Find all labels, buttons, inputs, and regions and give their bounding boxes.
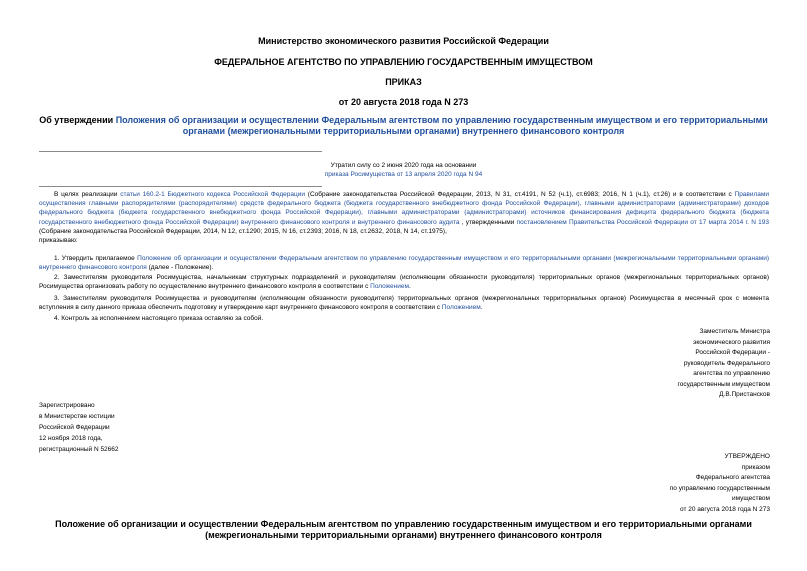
order-title [30,115,777,137]
signer-line: государственным имуществом [677,380,770,388]
agency-heading: ФЕДЕРАЛЬНОЕ АГЕНТСТВО ПО УПРАВЛЕНИЮ ГОСУДАРСТВЕННЫМ ИМУЩЕСТВОМ [214,57,593,67]
registration-line: Зарегистрировано [39,402,95,409]
order-heading: ПРИКАЗ [385,77,422,87]
item-3 [39,294,769,312]
item-text: 1. Утвердить прилагаемое [54,255,138,262]
approval-line: имуществом [731,495,770,502]
registration-line: регистрационный N 52662 [39,446,119,453]
regulation-link[interactable]: Положением [441,304,481,312]
regulation-link[interactable]: Положением [370,283,409,291]
registration-line: 12 ноября 2018 года, [39,435,103,442]
registration-block [39,400,239,455]
order-title-prefix: Об утверждении [39,115,116,125]
government-decree-link[interactable]: постановлением Правительства Российской Федерации от 17 марта 2014 г. N 193 [516,218,769,226]
item-4: 4. Контроль за исполнением настоящего приказа оставляю за собой. [54,315,264,322]
regulation-title: Положение об организации и осуществлении Федеральным агентством по управлению государственным имуществом и его территориальными органами (межрегиональными территориальными органами) внутреннего финансового контроля [55,519,752,540]
divider [39,151,322,152]
budget-code-link[interactable]: статьи 160.2-1 Бюджетного кодекса Российской Федерации [120,191,305,198]
item-text: . [408,283,411,291]
approval-block [600,452,770,515]
preamble-text: (Собрание законодательства Российской Федерации, 2013, N 31, ст.4191, N 52 (ч.1), ст.6983; 2016, N 1 (ч.1), ст.26) и в соответствии с [304,191,735,198]
signer-name: Д.В.Пристансков [719,391,770,398]
signer-line: Российской Федерации - [695,349,770,356]
ministry-heading: Министерство экономического развития Российской Федерации [258,36,549,46]
item-text: 3. Заместителям руководителя Росимущества и руководителям (исполняющим обязанности руководителя) территориальных органов (межрегиональных территориальных органов) Росимущества в месячный срок с момента вступления в силу данного приказа обеспечить подготовку и утверждение карт внутреннего финансового контроля в соответствии с [39,295,769,312]
signature-block [600,327,770,401]
regulation-link[interactable]: Положение об организации и осуществлении Федеральным агентством по управлению государственным имуществом и его территориальными органами (межрегиональными территориальными органами) внутреннего финансового контроля [39,255,769,272]
registration-line: в Министерстве юстиции [39,413,115,420]
expired-note [0,161,807,179]
item-text: (далее - Положение). [146,264,214,272]
approval-line: по управлению государственным [669,484,770,492]
signer-line: руководитель Федерального [683,359,770,367]
divider [39,186,322,187]
rules-link[interactable]: Правилами осуществления главными распорядителями (распорядителями) средств федерального бюджета (бюджета государственного внебюджетного фонда Российской Федерации), главными администраторами (администраторами) доходов федерального бюджета (бюджета государственного внебюджетного фонда Российской Федерации), главными администраторами (администраторами) источников финансирования дефицита федерального бюджета (бюджета государственного внебюджетного фонда Российской Федерации) внутреннего финансового контроля и внутреннего финансового аудита [39,191,770,226]
preamble-text: В целях реализации [54,191,121,198]
signer-line: экономического развития [693,338,770,346]
order-verb: приказываю: [39,237,78,245]
preamble-paragraph [39,190,769,245]
signer-line: агентства по управлению [693,370,770,377]
approval-line: Федерального агентства [695,474,770,481]
preamble-text: , утвержденными [459,218,517,226]
registration-line: Российской Федерации [39,424,110,431]
order-date: от 20 августа 2018 года N 273 [338,97,469,107]
preamble-text: (Собрание законодательства Российской Федерации, 2014, N 12, ст.1290; 2015, N 16, ст.2393; 2016, N 18, ст.2632, 2018, N 14, ст.1975), [39,227,447,235]
item-1 [39,254,769,272]
expired-note-text: Утратил силу со 2 июня 2020 года на основании [330,162,477,169]
expired-order-link[interactable]: приказа Росимущества от 13 апреля 2020 года N 94 [324,171,483,178]
approval-line: приказом [741,463,770,471]
regulation-link[interactable]: Положения об организации и осуществлении Федеральным агентством по управлению государственным имуществом и его территориальными органами (межрегиональными территориальными органами) внутреннего финансового контроля [115,115,768,136]
signer-line: Заместитель Министра [699,328,770,335]
approval-line: от 20 августа 2018 года N 273 [679,505,770,513]
item-text: 2. Заместителям руководителя Росимущества, начальникам структурных подразделений и руководителям (исполняющим обязанности руководителя) территориальных органов (межрегиональных территориальных органов) Росимущества организовать работу по осуществлению внутреннего финансового контроля в соответствии с [39,274,769,291]
item-text: . [480,304,483,312]
approval-line: УТВЕРЖДЕНО [724,453,770,460]
item-2 [39,273,769,291]
